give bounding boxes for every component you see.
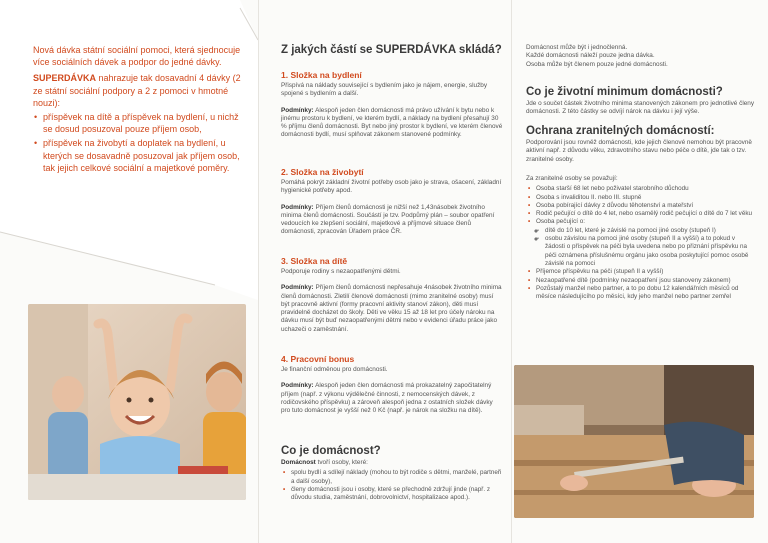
superdavka-label: SUPERDÁVKA [33, 73, 97, 84]
list-item: • příspěvek na živobytí a doplatek na bydlení, u kterých se dosavadně posuzoval jak příjem osob, tak jejich celkové sociální a majetkové poměry. [43, 137, 243, 174]
note-line: Každé domácnosti náleží pouze jedna dávka. [526, 52, 655, 60]
section-title: 1. Složka na bydlení [281, 70, 362, 80]
vulnerable-section [526, 125, 758, 164]
household-heading: Co je domácnost? [281, 445, 381, 457]
household-term: Domácnost [281, 459, 316, 466]
conditions-text: Alespoň jeden člen domácnosti má právo užívání k bytu nebo k jinému prostoru k bydlení, ve kterém bydlí, a náklady na bydlení přesahují 30 % příjmu členů domácnosti. Byt nebo jiný prostor k bydlení, ve kterém členové domácnosti bydlí, musí splňovat zákonem stanovené podmínky. [281, 106, 503, 139]
children-photo [28, 304, 246, 500]
vulnerable-text: Podporování jsou rovněž domácnosti, kde jejich členové nemohou být pracovně aktivní např. z důvodu věku, zdravotního stavu nebo péče o dítě, jde tak o tzv. zranitelné osoby. [526, 139, 752, 163]
note-line: Domácnost může být i jednočlenná. [526, 44, 628, 51]
section-text: Podporuje rodiny s nezaopatřenými dětmi. [281, 268, 401, 275]
list-item: • Příjemce příspěvku na péči (stupeň II a vyšší) [536, 268, 756, 276]
conditions [281, 204, 503, 237]
section-household [281, 445, 503, 502]
intro-replace [33, 72, 243, 109]
conditions-label: Podmínky: [281, 106, 314, 114]
conditions-label: Podmínky: [281, 382, 314, 390]
middle-panel [258, 0, 512, 543]
section-title: 2. Složka na živobytí [281, 167, 364, 177]
list-item: • příspěvek na dítě a příspěvek na bydlení, u nichž se dosud posuzoval pouze příjem osob, [43, 111, 243, 135]
conditions-label: Podmínky: [281, 284, 314, 292]
left-panel [0, 0, 258, 543]
minimum-section [526, 86, 758, 117]
intro-rest: nahrazuje tak dosavadní 4 dávky (2 ze státní sociální podpory a 2 z pomoci v hmotné nouzi): [33, 73, 241, 108]
section-title: 3. Složka na dítě [281, 256, 348, 266]
list-item: • spolu bydlí a sdílejí náklady (mohou to být rodiče s dětmi, manželé, partneři a další osoby), [291, 469, 503, 486]
caring-label: Osoba pečující o: [536, 218, 586, 226]
right-panel [511, 0, 768, 543]
household-list [281, 469, 503, 502]
household-notes [526, 44, 756, 69]
section-title: 4. Pracovní bonus [281, 354, 355, 364]
sublist-item: - ◦ dítě do 10 let, které je závislé na pomoci jiné osoby (stupeň I) [545, 227, 756, 235]
conditions-text: Příjem členů domácnosti je nižší než 1,43násobek životního minima členů domácnosti. Součástí je tzv. Podpůrný plán – soubor opatření vedoucích ke zlepšení sociální, majetkové a příjmové situace členů domácnosti, zpracován Úřadem práce ČR. [281, 203, 495, 236]
list-item: • Osoba pobírající dávky z důvodu těhotenství a mateřství [536, 202, 756, 210]
conditions [281, 284, 503, 334]
parts-heading: Z jakých částí se SUPERDÁVKA skládá? [281, 44, 502, 56]
list-item: • Osoba s invaliditou II. nebo III. stupně [536, 194, 756, 202]
vulnerable-persons [526, 175, 756, 301]
section-work-bonus [281, 354, 503, 415]
list-item: • členy domácnosti jsou i osoby, které se přechodně zdržují jinde (např. z důvodu studia, zaměstnání, dobrovolnictví, hospitalizace apod.). [291, 486, 503, 503]
vulnerable-list [526, 185, 756, 301]
household-intro-text: tvoří osoby, které: [315, 459, 368, 466]
section-text: Pomáhá pokrýt základní životní potřeby osob jako je strava, ošacení, základní hygienické potřeby apod. [281, 179, 502, 195]
section-text: Je finanční odměnou pro domácnosti. [281, 366, 388, 373]
vulnerable-heading: Ochrana zranitelných domácností: [526, 125, 715, 137]
conditions [281, 382, 503, 415]
list-intro: Za zranitelné osoby se považují: [526, 175, 618, 182]
replaced-benefits-list [33, 111, 243, 174]
section-text: Přispívá na náklady související s bydlením jako je nájem, energie, služby spojené s bydlením a další. [281, 82, 488, 98]
list-item: • Osoba starší 68 let nebo poživatel starobního důchodu [536, 185, 756, 193]
intro-text [33, 44, 243, 176]
minimum-heading: Co je životní minimum domácnosti? [526, 86, 723, 98]
conditions-label: Podmínky: [281, 203, 314, 211]
section-housing [281, 70, 503, 140]
intro-line: Nová dávka státní sociální pomoci, která sjednocuje více sociálních dávek a podpor do jedné dávky. [33, 45, 241, 68]
section-living [281, 167, 503, 237]
list-item: • Rodič pečující o dítě do 4 let, nebo osamělý rodič pečující o dítě do 7 let věku [536, 210, 756, 218]
sublist-item: - ◦ osobu závislou na pomoci jiné osoby (stupeň II a vyšší) a to pokud v žádosti o příspěvek na péči byla uvedena nebo po přiznání příspěvku na péči oznámena příslušnému orgánu jako osoba poskytující pomoc osobě závislé na pomoci [545, 235, 756, 268]
note-line: Osoba může být členem pouze jedné domácnosti. [526, 60, 668, 68]
caring-sublist [536, 227, 756, 268]
list-item: • Nezaopatřené dítě (podmínky nezaopatření jsou stanoveny zákonem) [536, 277, 756, 285]
carpentry-photo [514, 365, 754, 518]
household-intro [281, 459, 503, 467]
list-item: • Pozůstalý manžel nebo partner, a to po dobu 12 kalendářních měsíců od měsíce následujícího po měsíci, kdy jeho manžel nebo partner zemřel [536, 285, 756, 302]
conditions-text: Příjem členů domácnosti nepřesahuje 4násobek životního minima členů domácnosti. Zletilí členové domácnosti (mimo zranitelné osoby) musí být pracovně aktivní (formy pracovní aktivity stanoví zákon), děti musí pravidelně docházet do školy. Děti ve věku 15 až 18 let pro účely nároku na dávku musí být buď nezaopatřenými dětmi nebo v evidenci úřadu práce jako uchazeči o zaměstnání. [281, 284, 502, 333]
list-item [536, 218, 756, 268]
conditions [281, 107, 503, 140]
minimum-text: Jde o součet částek životního minima stanovených zákonem pro jednotlivé členy domácnosti. Z této částky se odvíjí nárok na dávku i její výše. [526, 100, 755, 116]
section-child [281, 256, 503, 334]
conditions-text: Alespoň jeden člen domácnosti má prokazatelný započitatelný příjem (např. z výkonu výdělečné činnosti, z nemocenských dávek, z rodičovského příspěvku) a zároveň alespoň jedna z ostatních složek dávky pro tuto domácnost je vyšší než 0 Kč (např. je nárok na složku na dítě). [281, 382, 493, 415]
